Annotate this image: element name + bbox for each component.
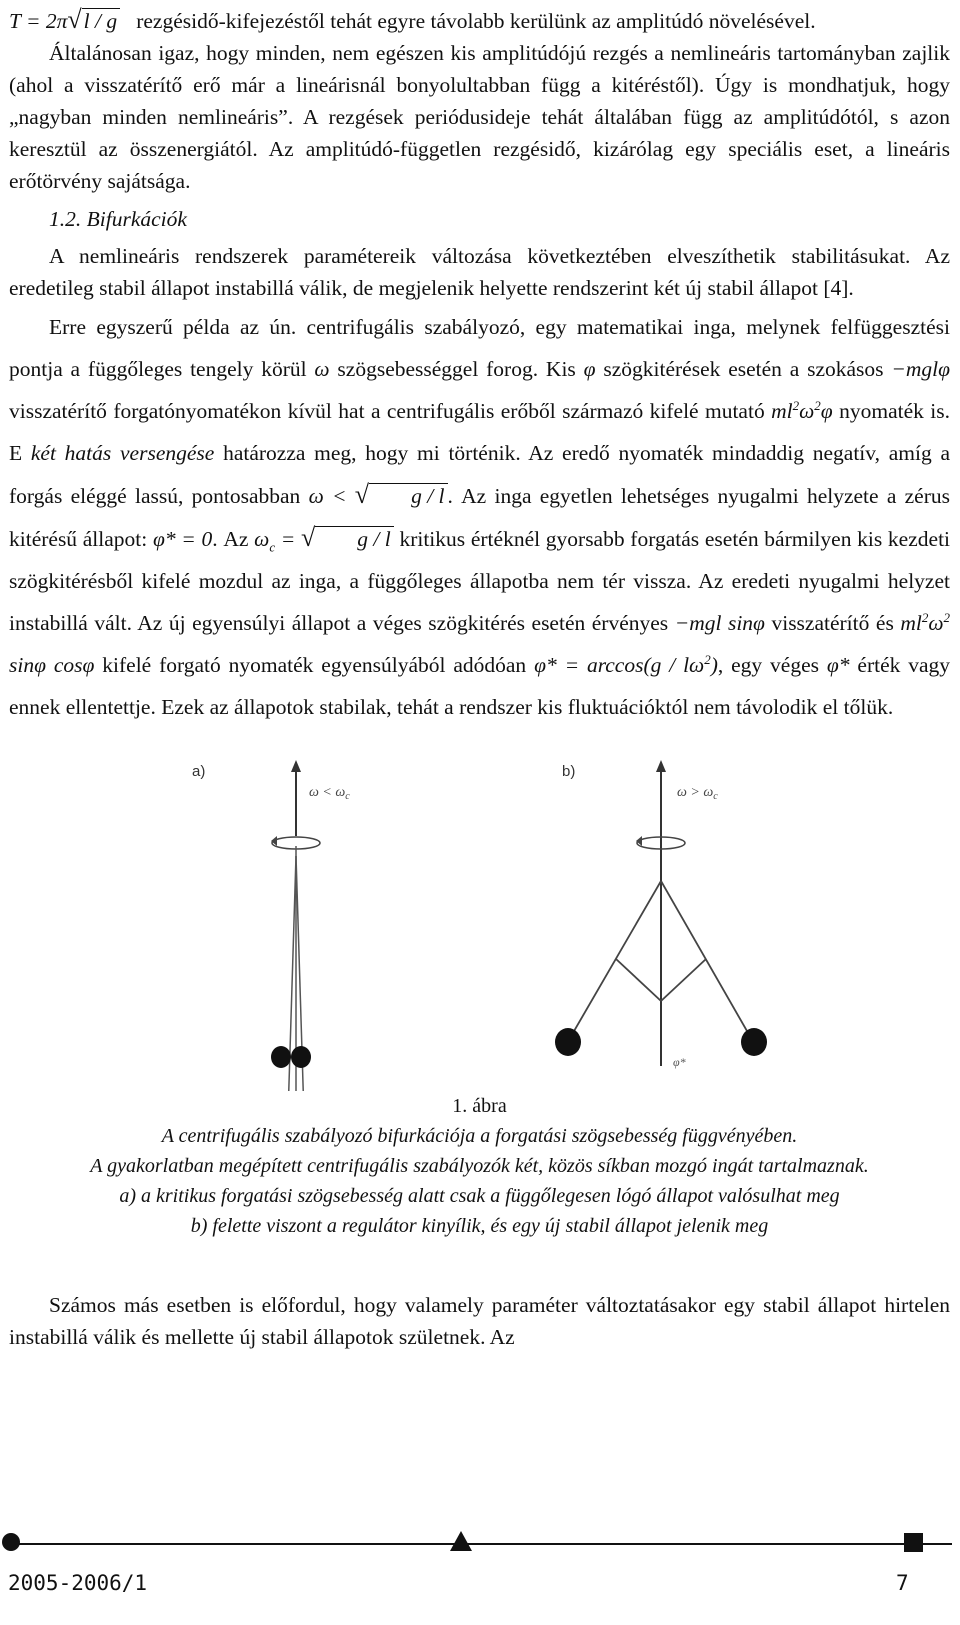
- footer-circle-icon: [2, 1533, 20, 1551]
- bob-a-right: [291, 1046, 311, 1068]
- governor-diagram: [9, 746, 950, 1091]
- formula-sin-restoring: −mgl sinφ: [674, 611, 765, 635]
- text-run: . Az: [212, 527, 249, 551]
- panel-a-condition: $\omega < \omega_c$: [309, 785, 350, 802]
- pendulum-a: [271, 760, 320, 1091]
- formula-sincos: $ml^2\omega^2$ sinφ cosφ: [9, 609, 951, 677]
- paragraph-intro: [9, 4, 950, 37]
- text-run: kifelé forgató nyomaték egyensúlyából adódóan: [102, 653, 527, 677]
- formula-critical: $\omega_c$ = √ g / l: [254, 527, 394, 551]
- text-run: szögsebességgel forog. Kis: [337, 357, 576, 381]
- emphasis-text: két hatás versengése: [30, 441, 215, 465]
- paragraph-nonlinear: Általánosan igaz, hogy minden, nem egészen kis amplitúdójú rezgés a nemlineáris tartományban zajlik (ahol a visszatérítő erő már a lineárisnál bonyolultabban függ a kitéréstől). Úgy is mondhatjuk, hogy „nagyban minden nemlineáris”. A rezgések periódusideje tehát általában függ az amplitúdótól, s azon keresztül az összenergiától. Az amplitúdó-független rezgésidő, kizárólag egy speciális eset, a lineáris erőtörvény sajátsága.: [9, 41, 950, 193]
- issue-number: 2005-2006/1: [8, 1571, 148, 1595]
- text-run: visszatérítő forgatónyomatékon kívül hat a centrifugális erőből származó kifelé mutató: [9, 399, 765, 423]
- panel-a-label: a): [192, 763, 206, 780]
- panel-b-label: b): [562, 763, 576, 780]
- document-page: [9, 4, 950, 1353]
- paragraph-continuation: Számos más esetben is előfordul, hogy valamely paraméter változtatásakor egy stabil állapot hirtelen instabillá válik és mellette új stabil állapotok születnek. Az: [9, 1293, 950, 1349]
- caption-line-4: b) felette viszont a regulátor kinyílik, és egy új stabil állapot jelenik meg: [190, 1215, 769, 1237]
- phi-symbol: φ: [583, 357, 596, 381]
- text-run: határozza meg, hogy mi történik. Az eredő nyomaték mindaddig negatív, amíg a forgás eléggé lassú, pontosabban: [9, 441, 951, 508]
- caption-line-3: a) a kritikus forgatási szögsebesség alatt csak a függőlegesen lógó állapot valósulhat meg: [119, 1185, 840, 1207]
- caption-line-1: A centrifugális szabályozó bifurkációja a forgatási szögsebesség függvényében.: [161, 1125, 798, 1147]
- phi-star-symbol: φ*: [826, 653, 850, 677]
- text-run: Erre egyszerű példa az ún. centrifugális szabályozó, egy matematikai inga, melynek felfüggesztési pontja a függőleges tengely körül: [9, 315, 950, 381]
- section-heading: [49, 207, 950, 232]
- page-footer: [0, 1525, 960, 1625]
- text-run: . Az inga egyetlen lehetséges nyugalmi helyzete a zérus kitérésű állapot:: [9, 484, 950, 551]
- bob-a-left: [271, 1046, 291, 1068]
- intro-text: rezgésidő-kifejezéstől tehát egyre távolabb kerülünk az amplitúdó növelésével.: [136, 9, 816, 33]
- figure-caption: [9, 1091, 950, 1241]
- section-number: 1.2.: [49, 207, 82, 231]
- formula-arccos: $\varphi* = \arccos(g / l\omega^2)$: [534, 651, 718, 677]
- text-run: kritikus értéknél gyorsabb forgatás esetén bármilyen kis kezdeti szögkitérésből kifelé mozdul az inga, a függőleges állapotba nem tér vissza. Az eredeti nyugalmi helyzet instabillá vált. Az új egyensúlyi állapot a véges szögkitérés esetén érvényes: [9, 527, 951, 635]
- section-title: Bifurkációk: [86, 207, 187, 231]
- text-run: érték vagy ennek ellentettje. Ezek az állapotok stabilak, tehát a rendszer kis fluktuációktól nem távolodik el tőlük.: [9, 653, 951, 719]
- formula-restoring: −mglφ: [891, 357, 951, 381]
- formula-centrifugal: $ml^2\omega^2\varphi$: [771, 397, 833, 423]
- text-run: nyomaték is. E: [9, 399, 951, 465]
- panel-b-condition: $\omega > \omega_c$: [677, 785, 718, 802]
- pendulum-b: [570, 760, 751, 1069]
- caption-line-2: A gyakorlatban megépített centrifugális szabályozók két, közös síkban mozgó ingát tartalmaznak.: [90, 1155, 869, 1177]
- omega-symbol: ω: [314, 357, 330, 381]
- figure-number: 1. ábra: [452, 1095, 507, 1117]
- period-formula: T = 2π√l / g: [9, 9, 120, 33]
- bob-b-left: [555, 1028, 581, 1056]
- footer-square-icon: [904, 1533, 923, 1552]
- paragraph-stability: A nemlineáris rendszerek paramétereik változása következtében elveszíthetik stabilitásukat. Az eredetileg stabil állapot instabillá válik, de megjelenik helyette rendszerint két új stabil állapot [4].: [9, 244, 950, 300]
- angle-label: φ*: [673, 1055, 686, 1069]
- text-run: , egy véges: [717, 653, 820, 677]
- paragraph-governor: [9, 306, 950, 728]
- text-run: szögkitérések esetén a szokásos: [603, 357, 884, 381]
- footer-rule: [8, 1543, 952, 1545]
- formula-zero: φ* = 0: [152, 527, 213, 551]
- page-number: 7: [896, 1571, 909, 1595]
- formula-slow: ω < √ g / l: [309, 484, 448, 508]
- text-run: visszatérítő és: [771, 611, 894, 635]
- footer-triangle-icon: [450, 1531, 472, 1551]
- bob-b-right: [741, 1028, 767, 1056]
- figure-governor: [9, 746, 950, 1091]
